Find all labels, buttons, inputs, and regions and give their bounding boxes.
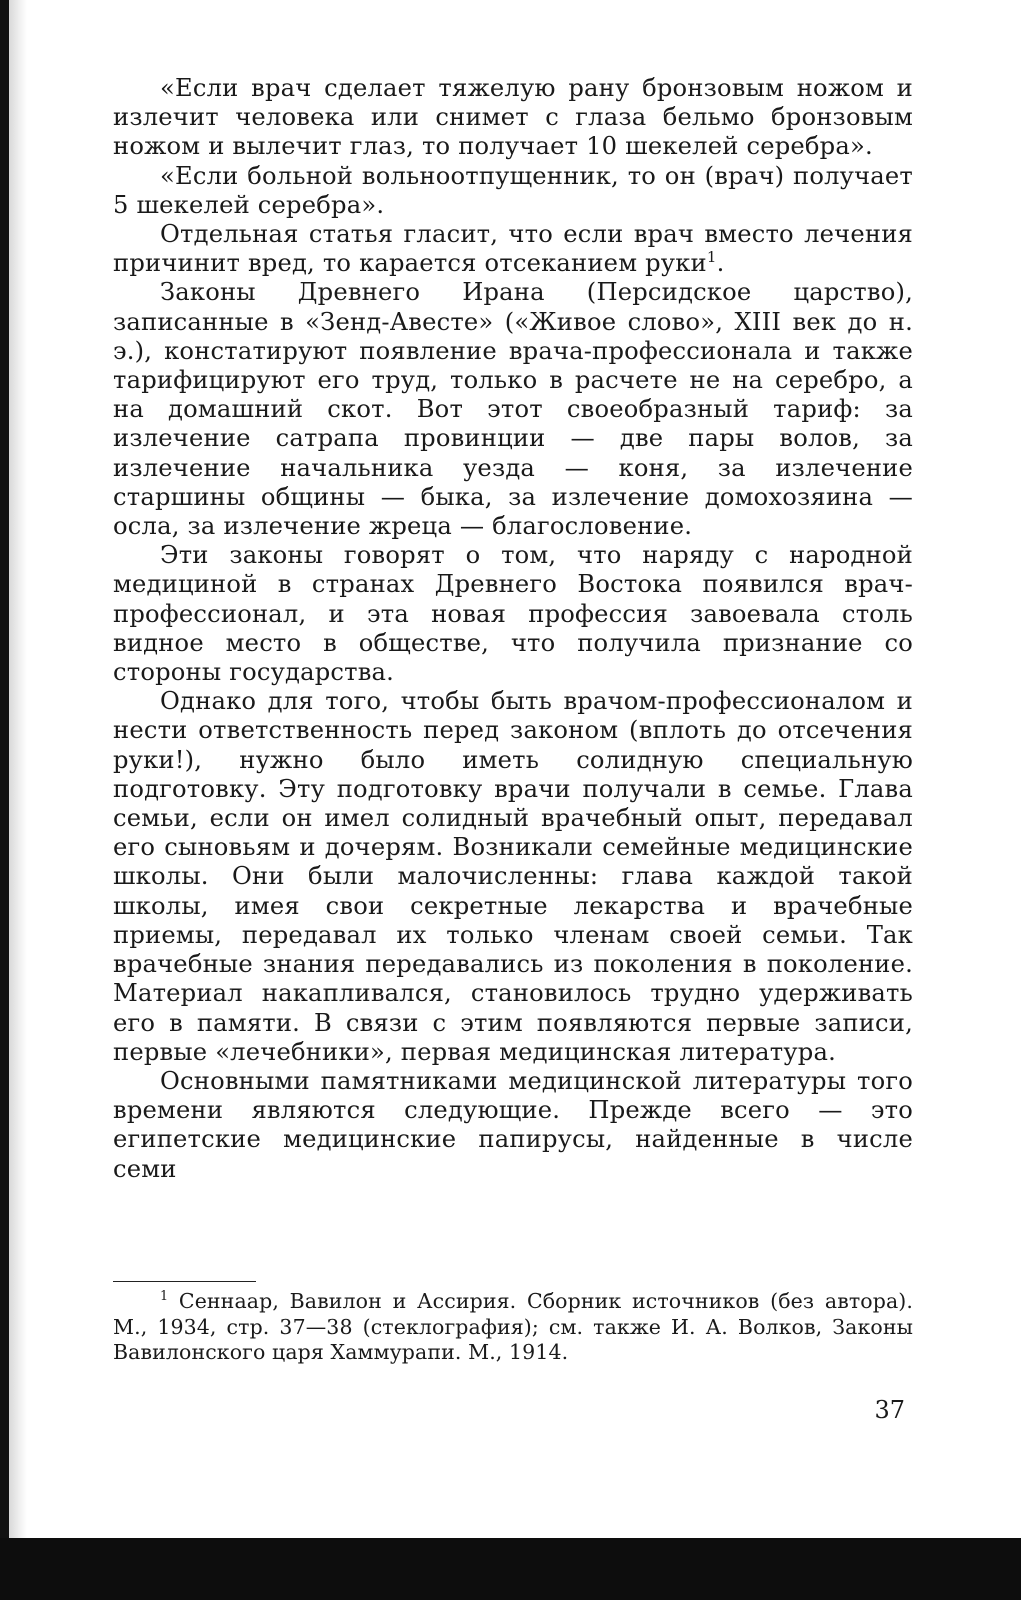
scan-left-border: [0, 0, 9, 1600]
paragraph-3-text: Отдельная статья гласит, что если врач вместо лечения причинит вред, то карается отсеканием руки: [113, 220, 913, 278]
footnote-text: Сеннаар, Вавилон и Ассирия. Сборник источников (без автора). М., 1934, стр. 37—38 (стеклография); см. также И. А. Волков, Законы Вавилонского царя Хаммурапи. М., 1914.: [113, 1289, 913, 1365]
page-number: 37: [874, 1396, 905, 1424]
footnote-reference: 1: [706, 248, 717, 267]
paragraph-5: Эти законы говорят о том, что наряду с народной медициной в странах Древнего Востока появился врач-профессионал, и эта новая профессия завоевала столь видное место в обществе, что получила признание со стороны государства.: [113, 541, 913, 687]
footnote: [113, 1289, 913, 1366]
paragraph-3: [113, 220, 913, 278]
paragraph-3-end: .: [716, 249, 725, 278]
paragraph-7: Основными памятниками медицинской литературы того времени являются следующие. Прежде всего — это египетские медицинские папирусы, найденные в числе семи: [113, 1066, 913, 1183]
footnote-separator: [113, 1281, 256, 1282]
page-body: [113, 74, 913, 1184]
paragraph-2: «Если больной вольноотпущенник, то он (врач) получает 5 шекелей серебра».: [113, 161, 913, 219]
paragraph-4: Законы Древнего Ирана (Персидское царство), записанные в «Зенд-Авесте» («Живое слово», XIII век до н. э.), констатируют появление врача-профессионала и также тарифицируют его труд, только в расчете не на серебро, а на домашний скот. Вот этот своеобразный тариф: за излечение сатрапа провинции — две пары волов, за излечение начальника уезда — коня, за излечение старшины общины — быка, за излечение домохозяина — осла, за излечение жреца — благословение.: [113, 278, 913, 541]
paragraph-1: «Если врач сделает тяжелую рану бронзовым ножом и излечит человека или снимет с глаза бельмо бронзовым ножом и вылечит глаз, то получает 10 шекелей серебра».: [113, 74, 913, 161]
footnote-paragraph: [113, 1289, 913, 1366]
scan-left-shadow: [9, 0, 27, 1600]
scan-bottom-border: [0, 1538, 1021, 1600]
paragraph-6: Однако для того, чтобы быть врачом-профессионалом и нести ответственность перед законом (вплоть до отсечения руки!), нужно было иметь солидную специальную подготовку. Эту подготовку врачи получали в семье. Глава семьи, если он имел солидный врачебный опыт, передавал его сыновьям и дочерям. Возникали семейные медицинские школы. Они были малочисленны: глава каждой такой школы, имея свои секретные лекарства и врачебные приемы, передавал их только членам своей семьи. Так врачебные знания передавались из поколения в поколение. Материал накапливался, становилось трудно удерживать его в памяти. В связи с этим появляются первые записи, первые «лечебники», первая медицинская литература.: [113, 687, 913, 1066]
footnote-marker: 1: [160, 1288, 169, 1304]
